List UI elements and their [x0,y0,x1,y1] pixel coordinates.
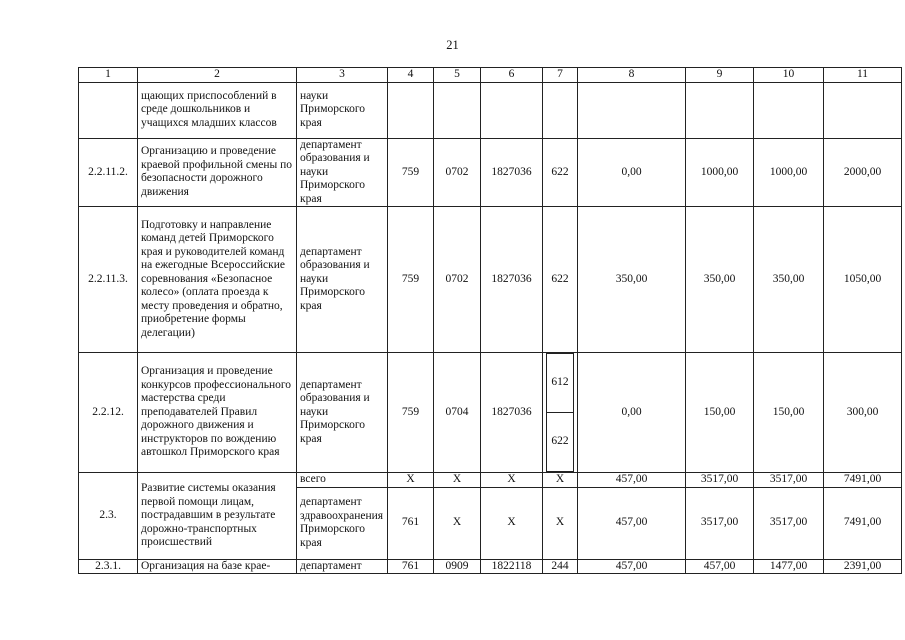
col-header: 7 [543,68,578,83]
cell-total: 2391,00 [824,559,902,574]
cell-year1: 350,00 [578,207,686,353]
cell-rzpr: Х [434,487,481,559]
table-row [79,82,902,138]
cell-csr: Х [481,473,543,488]
cell-csr: 1827036 [481,138,543,207]
cell-total: 7491,00 [824,487,902,559]
row-executor: департамент образования и науки Приморского края [297,138,388,207]
cell-year2: 350,00 [686,207,754,353]
cell-grbs: 759 [388,207,434,353]
cell-vr-split [543,353,578,473]
cell-vr: 612 [547,354,574,413]
header-row [79,68,902,83]
cell-year1: 0,00 [578,353,686,473]
row-number [79,82,138,138]
row-executor: науки Приморского края [297,82,388,138]
table-row [79,473,902,488]
row-name: Организацию и проведение краевой профильной смены по безопасности дорожного движения [138,138,297,207]
row-name: Развитие системы оказания первой помощи лицам, пострадавшим в результате дорожно-транспортных происшествий [138,473,297,560]
cell-csr: 1827036 [481,207,543,353]
cell-year3: 350,00 [754,207,824,353]
cell-grbs: 759 [388,353,434,473]
col-header: 9 [686,68,754,83]
cell-year1: 457,00 [578,487,686,559]
row-number: 2.2.12. [79,353,138,473]
row-number: 2.3. [79,473,138,560]
cell-year3: 150,00 [754,353,824,473]
cell-grbs: Х [388,473,434,488]
cell-grbs: 759 [388,138,434,207]
col-header: 1 [79,68,138,83]
cell-total: 7491,00 [824,473,902,488]
cell-grbs: 761 [388,487,434,559]
cell-rzpr: 0704 [434,353,481,473]
cell-year1: 457,00 [578,473,686,488]
row-executor: департамент образования и науки Приморского края [297,353,388,473]
cell-vr: 622 [547,413,574,472]
cell-year3: 3517,00 [754,487,824,559]
col-header: 2 [138,68,297,83]
table-row [79,207,902,353]
cell-year2: 1000,00 [686,138,754,207]
cell-year3: 3517,00 [754,473,824,488]
row-number: 2.2.11.3. [79,207,138,353]
cell-rzpr: 0909 [434,559,481,574]
cell-year1: 457,00 [578,559,686,574]
program-table [78,67,902,574]
page-number: 21 [446,38,459,52]
row-executor: департамент образования и науки Приморского края [297,207,388,353]
table-row [79,138,902,207]
col-header: 3 [297,68,388,83]
cell-grbs: 761 [388,559,434,574]
cell-year2: 457,00 [686,559,754,574]
cell-vr: Х [543,487,578,559]
col-header: 5 [434,68,481,83]
cell-year3: 1000,00 [754,138,824,207]
row-name: Организация и проведение конкурсов профессионального мастерства среди преподавателей Правил дорожного движения и инструкторов по вождению автошкол Приморского края [138,353,297,473]
cell-year3: 1477,00 [754,559,824,574]
table-row [79,353,902,473]
row-executor: департамент [297,559,388,574]
cell-csr: Х [481,487,543,559]
cell-total: 2000,00 [824,138,902,207]
cell-total: 1050,00 [824,207,902,353]
col-header: 6 [481,68,543,83]
cell-rzpr: Х [434,473,481,488]
table-row [79,559,902,574]
row-executor: всего [297,473,388,488]
cell-csr: 1822118 [481,559,543,574]
row-number: 2.3.1. [79,559,138,574]
cell-year2: 150,00 [686,353,754,473]
row-name: щающих приспособлений в среде дошкольников и учащихся младших классов [138,82,297,138]
cell-vr: 244 [543,559,578,574]
cell-year1: 0,00 [578,138,686,207]
col-header: 11 [824,68,902,83]
cell-total: 300,00 [824,353,902,473]
col-header: 8 [578,68,686,83]
col-header: 10 [754,68,824,83]
cell-year2: 3517,00 [686,473,754,488]
cell-vr: Х [543,473,578,488]
row-name: Подготовку и направление команд детей Приморского края и руководителей команд на ежегодные Всероссийские соревнования «Безопасное колесо» (оплата проезда к месту проведения и обратно, приобретение формы делегации) [138,207,297,353]
col-header: 4 [388,68,434,83]
cell-year2: 3517,00 [686,487,754,559]
cell-rzpr: 0702 [434,138,481,207]
row-name: Организация на базе крае- [138,559,297,574]
cell-vr: 622 [543,207,578,353]
cell-vr: 622 [543,138,578,207]
cell-csr: 1827036 [481,353,543,473]
cell-rzpr: 0702 [434,207,481,353]
row-executor: департамент здравоохранения Приморского края [297,487,388,559]
row-number: 2.2.11.2. [79,138,138,207]
